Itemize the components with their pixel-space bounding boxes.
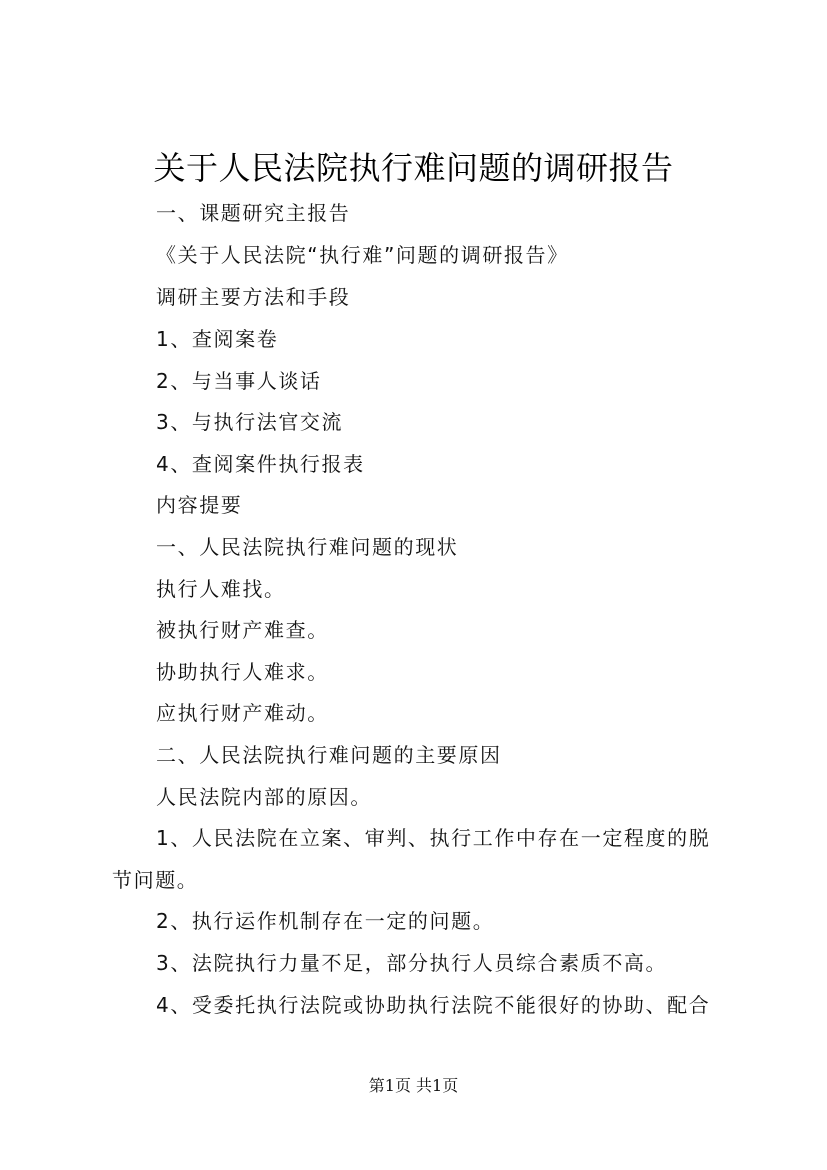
body-line: 4、查阅案件执行报表 [156,452,365,476]
body-line: 人民法院内部的原因。 [156,785,372,809]
body-line: 二、人民法院执行难问题的主要原因 [156,743,502,767]
body-line: 1、查阅案卷 [156,327,279,351]
document-title: 关于人民法院执行难问题的调研报告 [153,149,674,187]
body-line: 一、人民法院执行难问题的现状 [156,535,459,559]
body-line: 《关于人民法院“执行难”问题的调研报告》 [156,243,569,267]
body-line: 1、人民法院在立案、审判、执行工作中存在一定程度的脱 [156,826,711,850]
page-footer [0,1074,827,1098]
body-line: 3、与执行法官交流 [156,410,344,434]
body-line: 应执行财产难动。 [156,701,329,725]
body-line: 协助执行人难求。 [156,660,329,684]
body-line: 一、课题研究主报告 [156,201,351,225]
body-line: 3、法院执行力量不足，部分执行人员综合素质不高。 [156,951,668,975]
body-line: 4、受委托执行法院或协助执行法院不能很好的协助、配合 [156,993,711,1017]
body-line: 调研主要方法和手段 [156,285,351,309]
page-number-label: 第1页 共1页 [368,1076,459,1095]
body-line: 2、执行运作机制存在一定的问题。 [156,909,495,933]
body-line: 内容提要 [156,493,243,517]
body-line: 执行人难找。 [156,577,286,601]
body-line: 被执行财产难查。 [156,618,329,642]
body-line: 节问题。 [112,868,199,892]
body-line: 2、与当事人谈话 [156,369,322,393]
